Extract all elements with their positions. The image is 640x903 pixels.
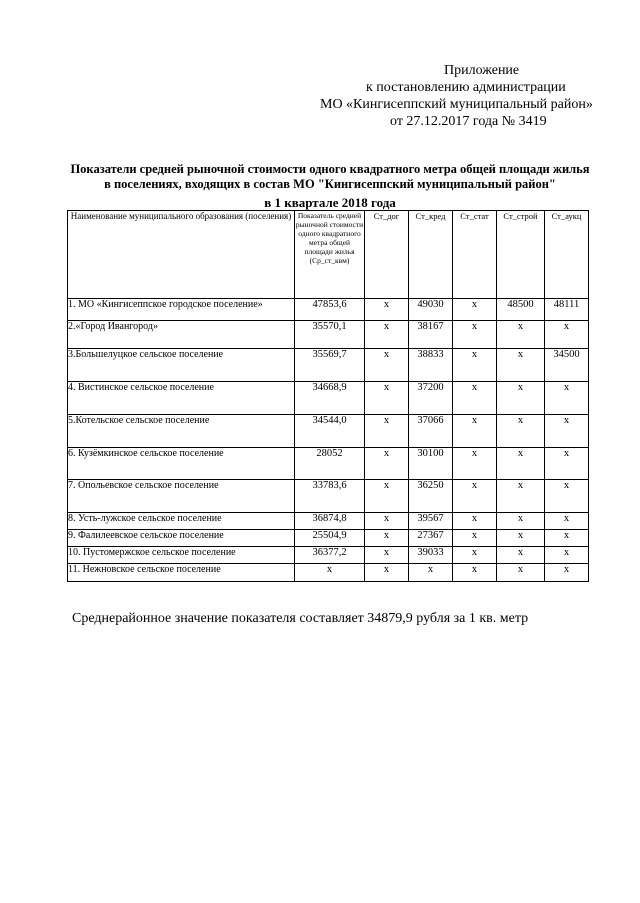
row-st-dog-value: x: [365, 349, 409, 382]
row-name: 11. Нежновское сельское поселение: [68, 564, 295, 582]
row-indicator-value: 36377,2: [295, 547, 365, 564]
row-st-auk-value: x: [545, 513, 589, 530]
row-name: 8. Усть-лужское сельское поселение: [68, 513, 295, 530]
table-header-row: [68, 211, 589, 299]
row-st-stroy-value: x: [497, 564, 545, 582]
row-name: 4. Вистинское сельское поселение: [68, 382, 295, 415]
row-st-stat-value: x: [453, 299, 497, 321]
row-st-stat-value: x: [453, 415, 497, 448]
row-st-kred-value: 27367: [409, 530, 453, 547]
row-name: 2.«Город Ивангород»: [68, 321, 295, 349]
row-st-auk-value: x: [545, 382, 589, 415]
header-appendix: Приложение: [444, 63, 520, 78]
header-st-dog: Ст_дог: [365, 211, 409, 299]
row-st-stat-value: x: [453, 530, 497, 547]
row-name: 1. МО «Кингисеппское городское поселение»: [68, 299, 295, 321]
row-name: 5.Котельское сельское поселение: [68, 415, 295, 448]
row-st-kred-value: x: [409, 564, 453, 582]
summary-text: Среднерайонное значение показателя составляет 34879,9 рубля за 1 кв. метр: [72, 611, 529, 626]
row-st-auk-value: x: [545, 321, 589, 349]
row-st-kred-value: 30100: [409, 448, 453, 480]
row-st-kred-value: 49030: [409, 299, 453, 321]
row-indicator-value: x: [295, 564, 365, 582]
row-st-stat-value: x: [453, 448, 497, 480]
document-title: [70, 162, 590, 210]
table-body: [68, 299, 589, 582]
header-st-kred: Ст_кред: [409, 211, 453, 299]
row-indicator-value: 33783,6: [295, 480, 365, 513]
row-st-auk-value: x: [545, 415, 589, 448]
table-row: [68, 480, 589, 513]
title-line-3: в 1 квартале 2018 года: [264, 195, 396, 210]
row-st-kred-value: 39033: [409, 547, 453, 564]
row-st-dog-value: x: [365, 321, 409, 349]
row-st-auk-value: x: [545, 530, 589, 547]
row-st-stat-value: x: [453, 321, 497, 349]
table-row: [68, 547, 589, 564]
row-st-stat-value: x: [453, 382, 497, 415]
table-row: [68, 415, 589, 448]
row-name: 7. Опольевское сельское поселение: [68, 480, 295, 513]
row-st-stroy-value: x: [497, 513, 545, 530]
table-row: [68, 530, 589, 547]
row-st-stroy-value: x: [497, 382, 545, 415]
table-row: [68, 349, 589, 382]
document-header: [300, 62, 600, 130]
row-st-stroy-value: x: [497, 415, 545, 448]
row-st-dog-value: x: [365, 547, 409, 564]
row-st-stroy-value: x: [497, 547, 545, 564]
row-st-stroy-value: x: [497, 480, 545, 513]
row-st-kred-value: 37200: [409, 382, 453, 415]
header-st-auk: Ст_аукц: [545, 211, 589, 299]
row-st-stroy-value: x: [497, 349, 545, 382]
header-resolution: к постановлению администрации: [366, 80, 566, 95]
header-st-stat: Ст_стат: [453, 211, 497, 299]
row-indicator-value: 25504,9: [295, 530, 365, 547]
row-st-dog-value: x: [365, 415, 409, 448]
row-st-dog-value: x: [365, 480, 409, 513]
row-st-stat-value: x: [453, 480, 497, 513]
row-indicator-value: 36874,8: [295, 513, 365, 530]
title-line-2: в поселениях, входящих в состав МО "Кингисеппский муниципальный район": [104, 177, 556, 191]
row-st-auk-value: x: [545, 564, 589, 582]
row-st-stat-value: x: [453, 564, 497, 582]
row-st-stroy-value: 48500: [497, 299, 545, 321]
header-date-number: от 27.12.2017 года № 3419: [390, 114, 547, 129]
table-row: [68, 564, 589, 582]
row-name: 3.Большелуцкое сельское поселение: [68, 349, 295, 382]
row-name: 9. Фалилеевское сельское поселение: [68, 530, 295, 547]
row-st-dog-value: x: [365, 530, 409, 547]
row-st-stat-value: x: [453, 349, 497, 382]
header-indicator: Показатель средней рыночной стоимости одного квадратного метра общей площади жилья (Ср_ст_квм): [295, 211, 365, 299]
row-st-auk-value: 48111: [545, 299, 589, 321]
row-indicator-value: 28052: [295, 448, 365, 480]
row-st-dog-value: x: [365, 299, 409, 321]
row-indicator-value: 34668,9: [295, 382, 365, 415]
row-st-auk-value: x: [545, 547, 589, 564]
row-st-kred-value: 39567: [409, 513, 453, 530]
table-row: [68, 382, 589, 415]
header-name: Наименование муниципального образования (поселения): [68, 211, 295, 299]
row-indicator-value: 35570,1: [295, 321, 365, 349]
table-row: [68, 513, 589, 530]
table-row: [68, 321, 589, 349]
row-name: 10. Пустомержское сельское поселение: [68, 547, 295, 564]
row-st-auk-value: x: [545, 448, 589, 480]
row-indicator-value: 47853,6: [295, 299, 365, 321]
row-st-kred-value: 36250: [409, 480, 453, 513]
title-line-1: Показатели средней рыночной стоимости одного квадратного метра общей площади жилья: [70, 162, 590, 176]
row-st-auk-value: 34500: [545, 349, 589, 382]
price-table: [67, 210, 589, 582]
row-st-stroy-value: x: [497, 530, 545, 547]
header-municipality: МО «Кингисеппский муниципальный район»: [320, 97, 593, 112]
row-st-stroy-value: x: [497, 321, 545, 349]
row-st-dog-value: x: [365, 448, 409, 480]
row-st-kred-value: 37066: [409, 415, 453, 448]
row-st-dog-value: x: [365, 513, 409, 530]
row-indicator-value: 34544,0: [295, 415, 365, 448]
row-st-dog-value: x: [365, 382, 409, 415]
row-st-kred-value: 38833: [409, 349, 453, 382]
row-st-kred-value: 38167: [409, 321, 453, 349]
row-st-auk-value: x: [545, 480, 589, 513]
header-st-stroy: Ст_строй: [497, 211, 545, 299]
table-row: [68, 448, 589, 480]
table-row: [68, 299, 589, 321]
row-st-dog-value: x: [365, 564, 409, 582]
row-st-stat-value: x: [453, 513, 497, 530]
row-st-stroy-value: x: [497, 448, 545, 480]
row-name: 6. Кузёмкинское сельское поселение: [68, 448, 295, 480]
row-indicator-value: 35569,7: [295, 349, 365, 382]
row-st-stat-value: x: [453, 547, 497, 564]
